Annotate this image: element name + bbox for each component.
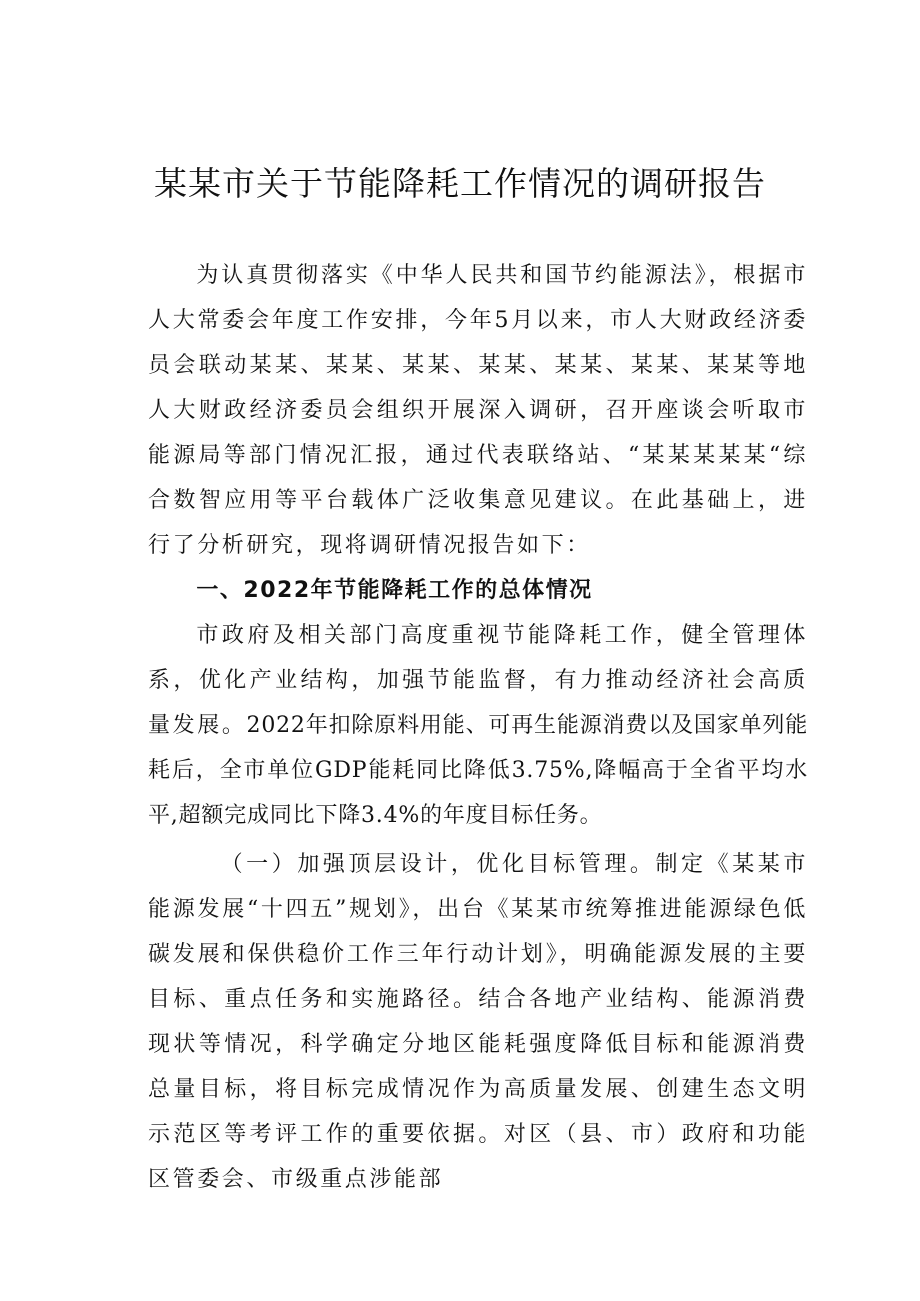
intro-paragraph: 为认真贯彻落实《中华人民共和国节约能源法》，根据市人大常委会年度工作安排，今年5月以来，市人大财政经济委员会联动某某、某某、某某、某某、某某、某某、某某等地人大财政经济委员会组织开展深入调研，召开座谈会听取市能源局等部门情况汇报，通过代表联络站、“某某某某某“综合数智应用等平台载体广泛收集意见建议。在此基础上，进行了分析研究，现将调研情况报告如下： <box>148 263 808 558</box>
section-1-energy-stats: 2022年扣除原料用能、可再生能源消费以及国家单列能耗后，全市单位GDP能耗同比降低3.75%,降幅高于全省平均水平,超额完成同比下降3.4%的年度目标任务。 <box>148 713 808 828</box>
document-title: 某某市关于节能降耗工作情况的调研报告 <box>154 164 766 203</box>
document-body <box>148 253 808 1202</box>
section-1-summary: 市政府及相关部门高度重视节能降耗工作，健全管理体系，优化产业结构，加强节能监督，有力推动经济社会高质量发展。 <box>148 623 808 738</box>
section-1-paragraph <box>148 613 808 838</box>
subsection-1-paragraph: （一）加强顶层设计，优化目标管理。制定《某某市能源发展“十四五”规划》，出台《某某市统筹推进能源绿色低碳发展和保供稳价工作三年行动计划》，明确能源发展的主要目标、重点任务和实施路径。结合各地产业结构、能源消费现状等情况，科学确定分地区能耗强度降低目标和能源消费总量目标，将目标完成情况作为高质量发展、创建生态文明示范区等考评工作的重要依据。对区（县、市）政府和功能区管委会、市级重点涉能部 <box>148 852 808 1192</box>
section-heading-1: 一、2022年节能降耗工作的总体情况 <box>196 578 593 603</box>
